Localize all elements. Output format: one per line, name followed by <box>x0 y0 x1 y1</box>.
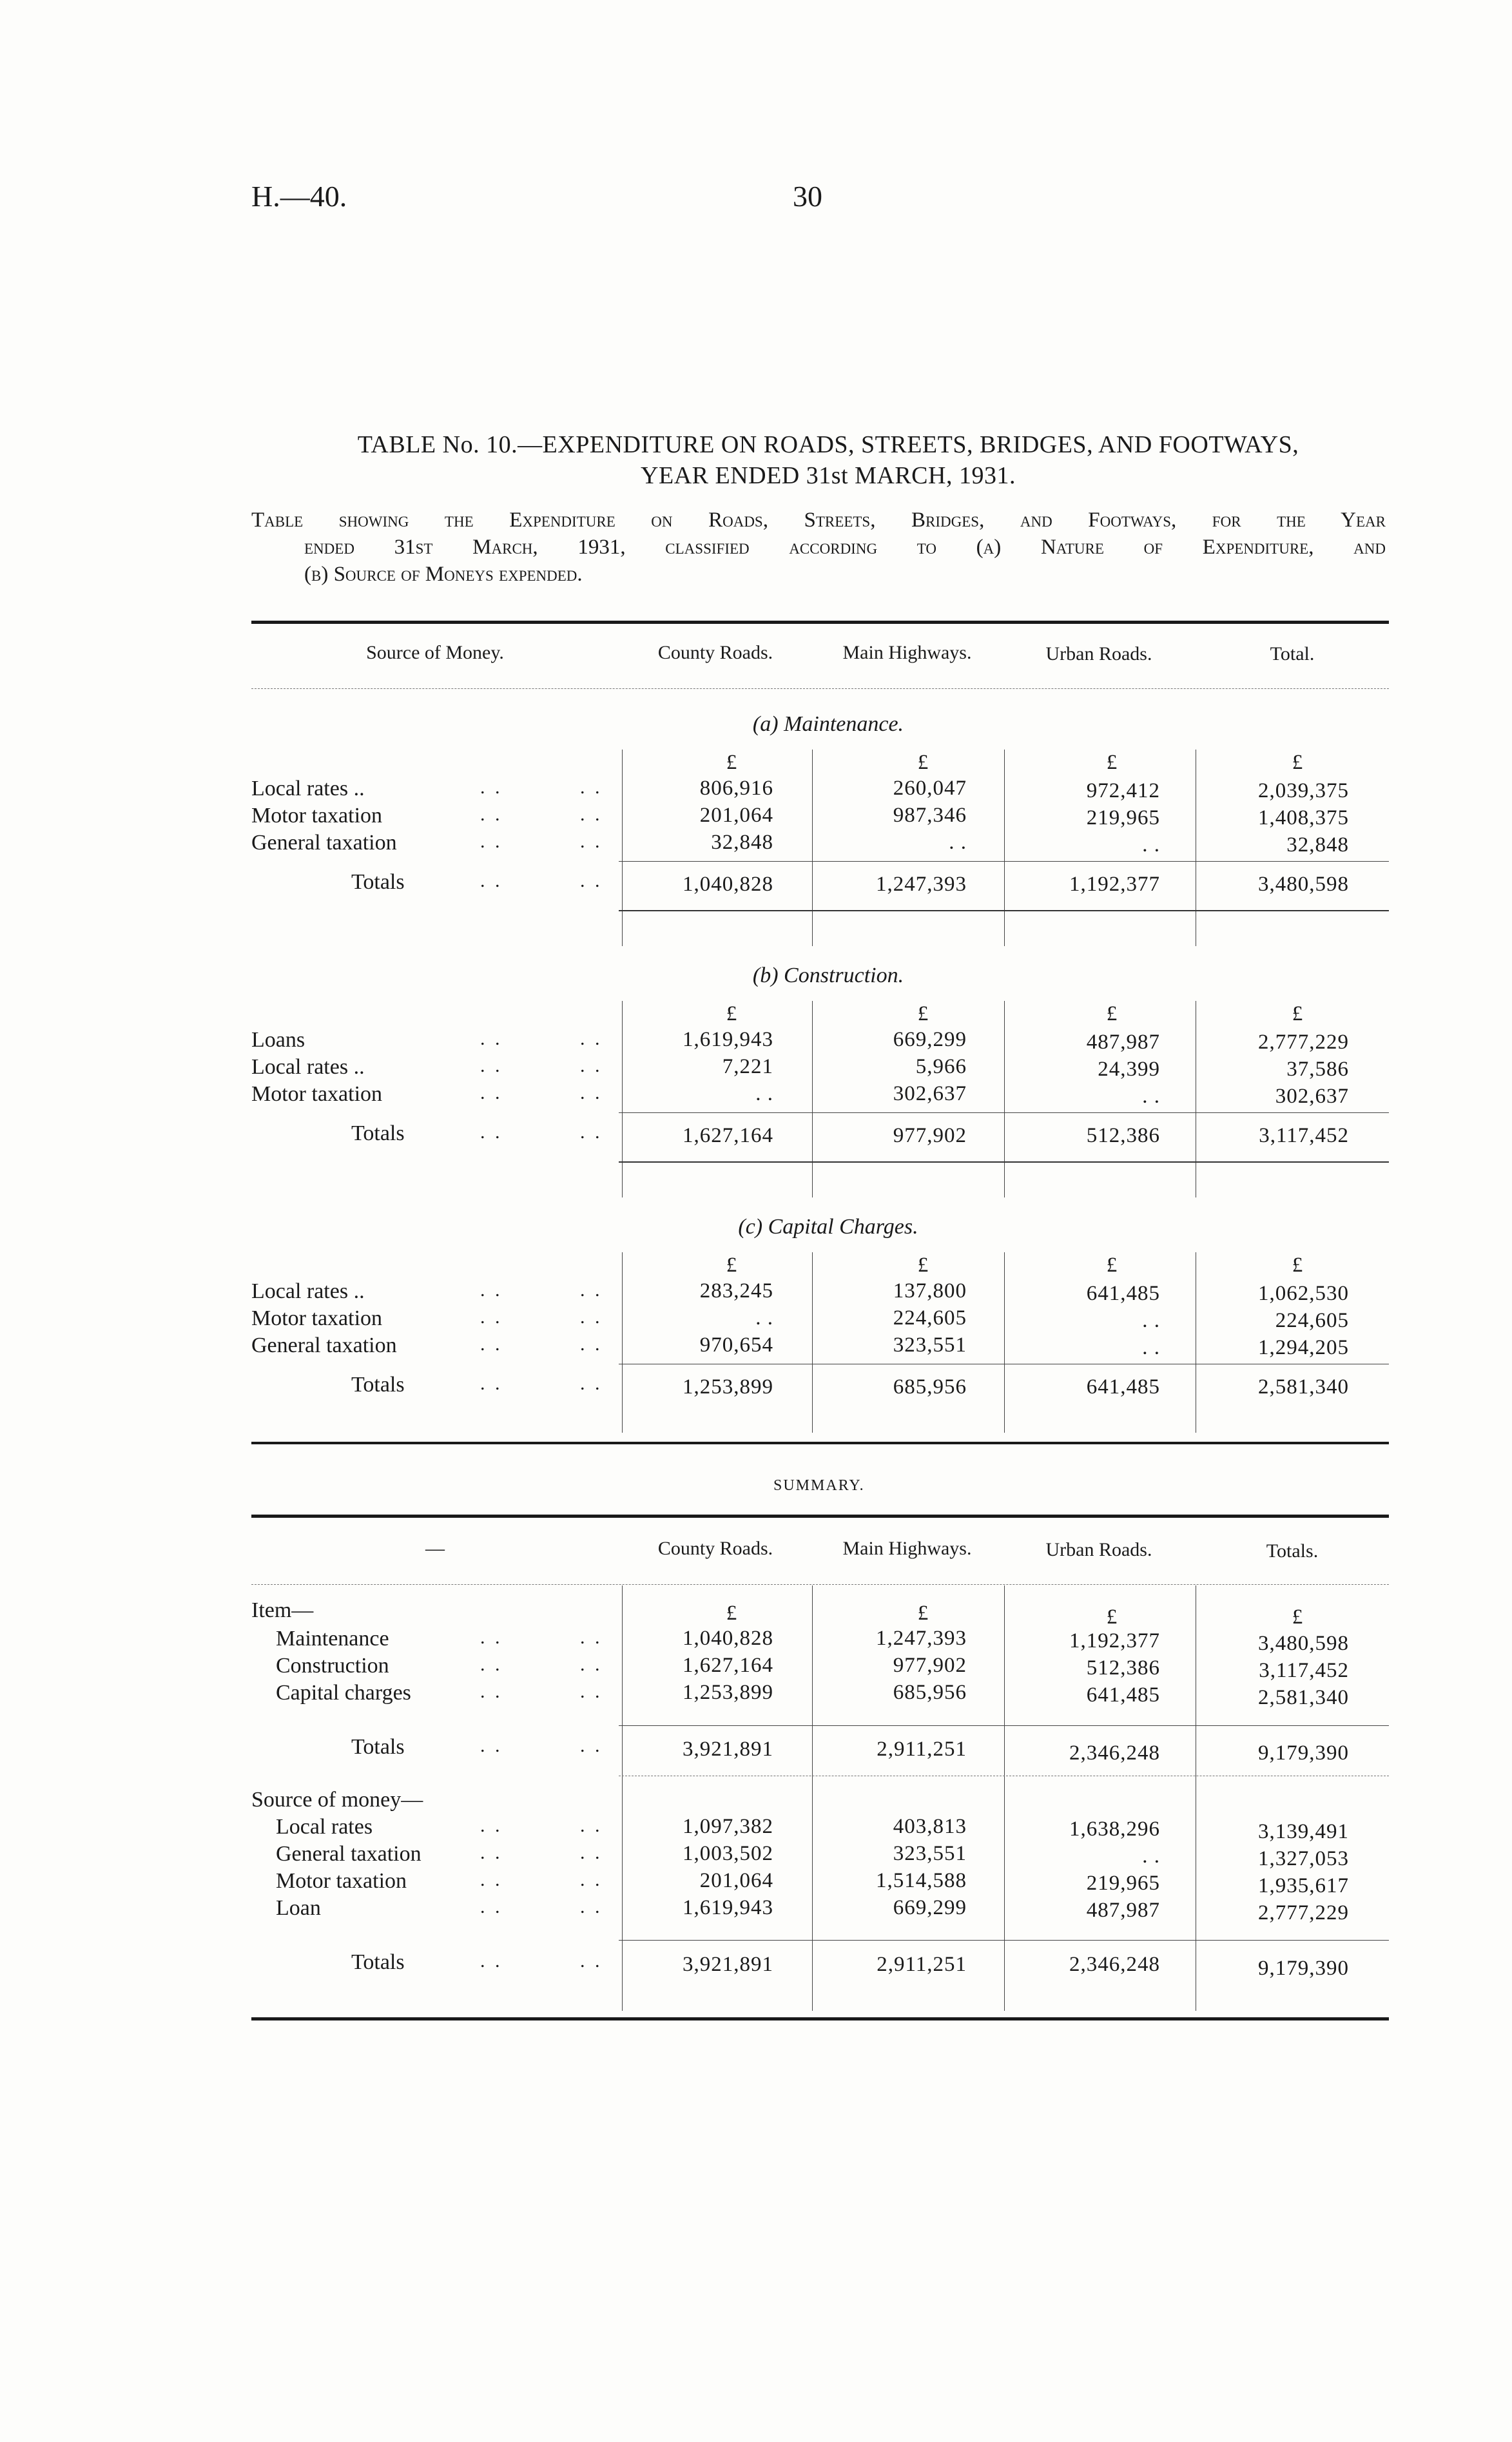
total-urban: 2,346,248 <box>1069 1741 1160 1765</box>
leader-dots: . . <box>580 1654 603 1675</box>
cell-county: 1,627,164 <box>683 1654 773 1677</box>
leader-dots: . . <box>580 1815 603 1836</box>
totals-rule <box>619 1725 1389 1726</box>
total-total: 9,179,390 <box>1258 1957 1349 1980</box>
currency-symbol: £ <box>726 1002 737 1025</box>
leader-dots: . . <box>480 1869 503 1890</box>
section-bottom-rule <box>619 910 1389 911</box>
cell-urban: 1,192,377 <box>1069 1629 1160 1652</box>
leader-dots: . . <box>480 1082 503 1103</box>
total-county: 1,627,164 <box>683 1124 773 1147</box>
section-heading: (c) Capital Charges. <box>738 1215 918 1239</box>
total-urban: 512,386 <box>1086 1124 1160 1147</box>
leader-dots: . . <box>580 777 603 798</box>
cell-urban: 1,638,296 <box>1069 1817 1160 1841</box>
cell-county: . . <box>755 1306 773 1330</box>
cell-county: 7,221 <box>722 1055 773 1078</box>
cell-county: 32,848 <box>711 831 773 854</box>
cell-urban: . . <box>1142 1309 1160 1332</box>
total-county: 3,921,891 <box>683 1953 773 1976</box>
cell-urban: . . <box>1142 1336 1160 1359</box>
total-total: 9,179,390 <box>1258 1741 1349 1765</box>
totals-label: Totals <box>351 1373 405 1397</box>
cell-county: 1,253,899 <box>683 1681 773 1704</box>
page-number: 30 <box>793 180 822 213</box>
currency-symbol: £ <box>917 1602 929 1625</box>
subtitle-line-3: (b) Source of Moneys expended. <box>304 563 583 586</box>
row-label: Maintenance <box>276 1627 389 1651</box>
leader-dots: . . <box>580 1333 603 1355</box>
leader-dots: . . <box>580 1121 603 1143</box>
cell-total: 3,139,491 <box>1258 1820 1349 1843</box>
total-total: 2,581,340 <box>1258 1375 1349 1399</box>
cell-county: . . <box>755 1082 773 1105</box>
currency-symbol: £ <box>1292 1002 1303 1025</box>
cell-main: 669,299 <box>893 1028 967 1051</box>
row-label: Local rates <box>276 1815 373 1839</box>
summary-header-main: Main Highways. <box>842 1538 972 1559</box>
leader-dots: . . <box>580 1896 603 1917</box>
leader-dots: . . <box>480 870 503 891</box>
row-label: Motor taxation <box>251 804 383 828</box>
totals-rule <box>619 1112 1389 1113</box>
cell-urban: . . <box>1142 1845 1160 1868</box>
cell-county: 1,040,828 <box>683 1627 773 1650</box>
currency-symbol: £ <box>1292 1605 1303 1629</box>
total-total: 3,117,452 <box>1259 1124 1349 1147</box>
cell-total: 302,637 <box>1275 1085 1349 1108</box>
cell-main: 260,047 <box>893 777 967 800</box>
leader-dots: . . <box>580 1373 603 1394</box>
leader-dots: . . <box>580 1028 603 1049</box>
cell-total: 1,327,053 <box>1258 1847 1349 1870</box>
title-line-1: TABLE No. 10.—EXPENDITURE ON ROADS, STREETS, BRIDGES, AND FOOTWAYS, <box>357 431 1299 458</box>
cell-total: 2,777,229 <box>1258 1901 1349 1924</box>
totals-label: Totals <box>351 1121 405 1145</box>
cell-main: 302,637 <box>893 1082 967 1105</box>
totals-label: Totals <box>351 870 405 894</box>
main-table-bottom-rule <box>251 1442 1389 1444</box>
summary-header-totals: Totals. <box>1266 1540 1319 1562</box>
currency-symbol: £ <box>917 1002 929 1025</box>
total-main: 2,911,251 <box>877 1953 967 1976</box>
cell-total: 1,062,530 <box>1258 1282 1349 1305</box>
page-reference: H.—40. <box>251 180 347 213</box>
leader-dots: . . <box>580 1950 603 1972</box>
total-county: 3,921,891 <box>683 1738 773 1761</box>
total-county: 1,253,899 <box>683 1375 773 1399</box>
cell-total: 1,935,617 <box>1258 1874 1349 1897</box>
cell-urban: 641,485 <box>1086 1683 1160 1707</box>
cell-urban: 487,987 <box>1086 1031 1160 1054</box>
table-top-rule <box>251 621 1389 624</box>
leader-dots: . . <box>480 1815 503 1836</box>
row-label: Loans <box>251 1028 305 1052</box>
header-bottom-rule <box>251 688 1389 689</box>
row-label: Loan <box>276 1896 321 1920</box>
leader-dots: . . <box>480 1896 503 1917</box>
subtitle-line-2: ended 31st March, 1931, classified according to (a) Nature of Expenditure, and <box>304 536 1386 559</box>
currency-symbol: £ <box>726 1602 737 1625</box>
cell-urban: . . <box>1142 1085 1160 1108</box>
currency-symbol: £ <box>726 1254 737 1277</box>
section-heading: (b) Construction. <box>752 964 904 987</box>
cell-urban: 487,987 <box>1086 1899 1160 1922</box>
cell-county: 1,003,502 <box>683 1842 773 1865</box>
currency-symbol: £ <box>1106 1605 1118 1629</box>
header-county: County Roads. <box>657 642 773 663</box>
cell-county: 201,064 <box>699 1869 773 1892</box>
leader-dots: . . <box>480 1681 503 1702</box>
cell-main: 977,902 <box>893 1654 967 1677</box>
cell-county: 806,916 <box>699 777 773 800</box>
cell-total: 2,581,340 <box>1258 1686 1349 1709</box>
leader-dots: . . <box>480 1055 503 1076</box>
cell-total: 1,408,375 <box>1258 806 1349 829</box>
subtitle-line-1: Table showing the Expenditure on Roads, Streets, Bridges, and Footways, for the Year <box>251 509 1386 532</box>
row-label: Motor taxation <box>251 1306 383 1330</box>
cell-urban: 972,412 <box>1086 779 1160 802</box>
leader-dots: . . <box>480 777 503 798</box>
title-line-2: YEAR ENDED 31st MARCH, 1931. <box>641 462 1016 489</box>
row-label: Capital charges <box>276 1681 411 1705</box>
leader-dots: . . <box>580 1306 603 1328</box>
cell-urban: 512,386 <box>1086 1656 1160 1680</box>
cell-county: 1,619,943 <box>683 1896 773 1919</box>
cell-main: 987,346 <box>893 804 967 827</box>
leader-dots: . . <box>480 1735 503 1756</box>
total-main: 2,911,251 <box>877 1738 967 1761</box>
total-total: 3,480,598 <box>1258 873 1349 896</box>
cell-main: 323,551 <box>893 1842 967 1865</box>
totals-label: Totals <box>351 1950 405 1974</box>
total-urban: 1,192,377 <box>1069 873 1160 896</box>
totals-rule <box>619 861 1389 862</box>
cell-county: 1,619,943 <box>683 1028 773 1051</box>
leader-dots: . . <box>580 1735 603 1756</box>
cell-total: 1,294,205 <box>1258 1336 1349 1359</box>
cell-urban: 219,965 <box>1086 1872 1160 1895</box>
cell-urban: 24,399 <box>1098 1058 1160 1081</box>
leader-dots: . . <box>480 1373 503 1394</box>
cell-total: 2,039,375 <box>1258 779 1349 802</box>
leader-dots: . . <box>580 804 603 825</box>
cell-urban: 641,485 <box>1086 1282 1160 1305</box>
leader-dots: . . <box>580 1842 603 1863</box>
leader-dots: . . <box>480 1950 503 1972</box>
cell-total: 3,480,598 <box>1258 1632 1349 1655</box>
cell-main: 5,966 <box>915 1055 967 1078</box>
cell-total: 32,848 <box>1286 833 1349 857</box>
currency-symbol: £ <box>917 1254 929 1277</box>
cell-county: 201,064 <box>699 804 773 827</box>
cell-main: 323,551 <box>893 1333 967 1357</box>
total-main: 685,956 <box>893 1375 967 1399</box>
leader-dots: . . <box>480 1279 503 1301</box>
total-main: 977,902 <box>893 1124 967 1147</box>
total-main: 1,247,393 <box>876 873 967 896</box>
cell-main: 137,800 <box>893 1279 967 1303</box>
cell-total: 2,777,229 <box>1258 1031 1349 1054</box>
total-urban: 641,485 <box>1086 1375 1160 1399</box>
row-label: Local rates .. <box>251 777 365 800</box>
cell-main: 1,514,588 <box>876 1869 967 1892</box>
currency-symbol: £ <box>1106 751 1118 774</box>
leader-dots: . . <box>580 1082 603 1103</box>
currency-symbol: £ <box>1292 751 1303 774</box>
leader-dots: . . <box>580 1279 603 1301</box>
total-county: 1,040,828 <box>683 873 773 896</box>
row-label: Local rates .. <box>251 1279 365 1303</box>
cell-main: . . <box>949 831 967 854</box>
header-urban: Urban Roads. <box>1045 643 1152 664</box>
row-label: Motor taxation <box>276 1869 407 1893</box>
summary-heading: SUMMARY. <box>773 1477 865 1494</box>
leader-dots: . . <box>480 804 503 825</box>
cell-main: 403,813 <box>893 1815 967 1838</box>
summary-bottom-rule <box>251 2017 1389 2020</box>
row-label: Construction <box>276 1654 389 1678</box>
row-label: General taxation <box>251 831 397 855</box>
leader-dots: . . <box>480 1333 503 1355</box>
source-heading: Source of money— <box>251 1788 423 1812</box>
leader-dots: . . <box>480 1654 503 1675</box>
totals-rule <box>619 1940 1389 1941</box>
currency-symbol: £ <box>1106 1002 1118 1025</box>
cell-main: 1,247,393 <box>876 1627 967 1650</box>
summary-header-source: — <box>425 1538 445 1559</box>
table-title <box>251 429 1405 491</box>
cell-main: 685,956 <box>893 1681 967 1704</box>
summary-header-urban: Urban Roads. <box>1045 1539 1152 1560</box>
cell-total: 37,586 <box>1286 1058 1349 1081</box>
section-bottom-rule <box>619 1161 1389 1163</box>
leader-dots: . . <box>580 831 603 852</box>
header-total: Total. <box>1270 643 1315 664</box>
leader-dots: . . <box>480 1842 503 1863</box>
table-subtitle <box>251 507 1386 588</box>
row-label: General taxation <box>276 1842 422 1866</box>
leader-dots: . . <box>480 831 503 852</box>
leader-dots: . . <box>580 1869 603 1890</box>
summary-header-bottom-rule <box>251 1584 1389 1585</box>
cell-county: 283,245 <box>699 1279 773 1303</box>
section-heading: (a) Maintenance. <box>752 712 904 736</box>
leader-dots: . . <box>580 1681 603 1702</box>
currency-symbol: £ <box>1292 1254 1303 1277</box>
leader-dots: . . <box>580 870 603 891</box>
currency-symbol: £ <box>917 751 929 774</box>
leader-dots: . . <box>580 1627 603 1648</box>
total-urban: 2,346,248 <box>1069 1953 1160 1976</box>
cell-total: 3,117,452 <box>1259 1659 1349 1682</box>
leader-dots: . . <box>480 1121 503 1143</box>
cell-main: 224,605 <box>893 1306 967 1330</box>
row-label: General taxation <box>251 1333 397 1357</box>
row-label: Motor taxation <box>251 1082 383 1106</box>
cell-urban: . . <box>1142 833 1160 857</box>
summary-header-county: County Roads. <box>657 1538 773 1559</box>
header-main: Main Highways. <box>842 642 972 663</box>
currency-symbol: £ <box>726 751 737 774</box>
leader-dots: . . <box>580 1055 603 1076</box>
totals-label: Totals <box>351 1735 405 1759</box>
leader-dots: . . <box>480 1627 503 1648</box>
leader-dots: . . <box>480 1306 503 1328</box>
cell-total: 224,605 <box>1275 1309 1349 1332</box>
cell-county: 970,654 <box>699 1333 773 1357</box>
leader-dots: . . <box>480 1028 503 1049</box>
header-source: Source of Money. <box>366 642 504 663</box>
cell-county: 1,097,382 <box>683 1815 773 1838</box>
cell-urban: 219,965 <box>1086 806 1160 829</box>
row-label: Local rates .. <box>251 1055 365 1079</box>
cell-main: 669,299 <box>893 1896 967 1919</box>
currency-symbol: £ <box>1106 1254 1118 1277</box>
item-heading: Item— <box>251 1598 314 1622</box>
summary-top-rule <box>251 1515 1389 1518</box>
